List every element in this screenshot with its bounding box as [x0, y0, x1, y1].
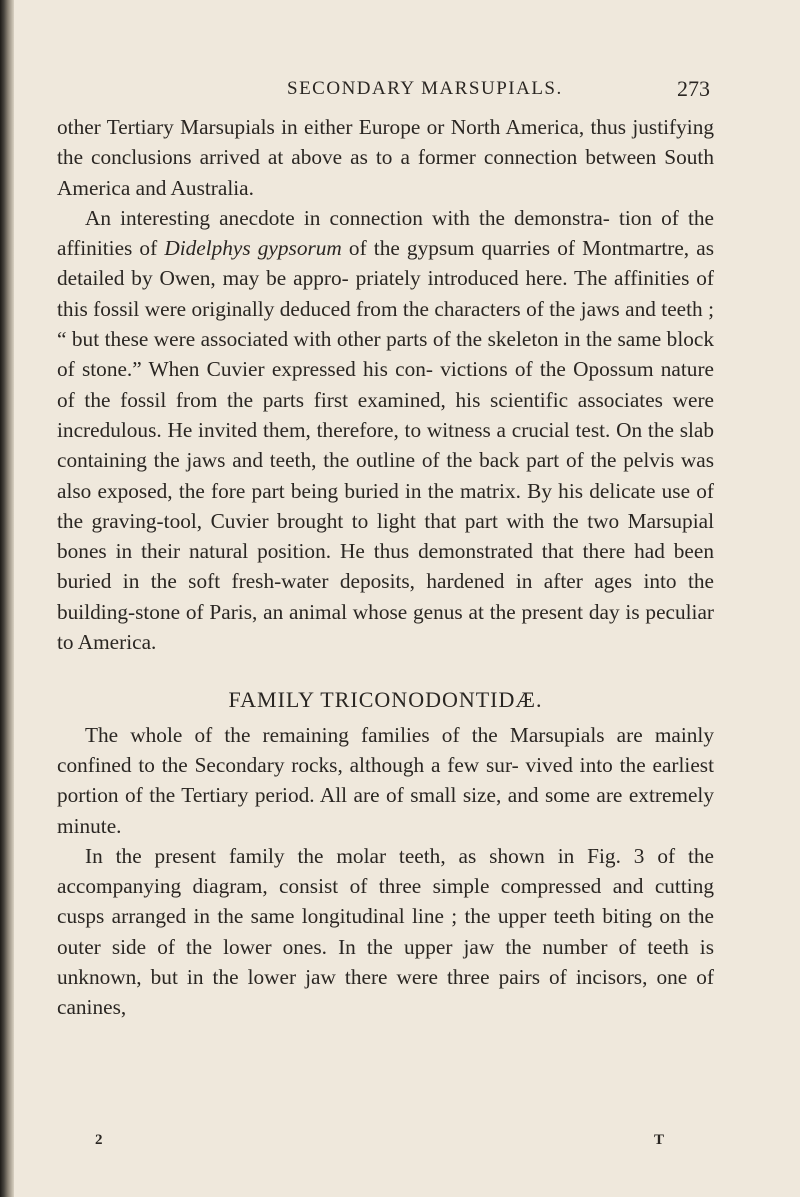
signature-mark: 2: [95, 1132, 103, 1148]
body-text: [57, 112, 714, 1023]
paragraph-molar-teeth: In the present family the molar teeth, as shown in Fig. 3 of the accompanying diagram, consist of three simple compressed and cutting cusps arranged in the same longitudinal line ; the upper teeth biting on the outer side of the lower ones. In the upper jaw the number of teeth is unknown, but in the lower jaw there were three pairs of incisors, one of canines,: [57, 843, 714, 1020]
running-head: SECONDARY MARSUPIALS.: [287, 78, 563, 99]
page-footer: [0, 1132, 800, 1158]
book-spine-shadow: [0, 0, 14, 1197]
signature-letter: T: [654, 1132, 665, 1148]
species-name: Didelphys gypsorum: [164, 236, 342, 261]
paragraph-continuation: other Tertiary Marsupials in either Europe or North America, thus justifying the conclusions arrived at above as to a former connection between South America and Australia.: [57, 115, 714, 200]
page-number: 273: [677, 76, 710, 101]
page-header: [0, 76, 800, 106]
anecdote-rest: of the gypsum quarries of Montmartre, as detailed by Owen, may be appro- priately introduced here. The affinities of this fossil were originally deduced from the characters of the jaws and teeth ; “ but these were associated with other parts of the skeleton in the same block of stone.” When Cuvier expressed his con- victions of the Opossum nature of the fossil from the parts first examined, his scientific associates were incredulous. He invited them, therefore, to witness a crucial test. On the slab containing the jaws and teeth, the outline of the back part of the pelvis was also exposed, the fore part being buried in the matrix. By his delicate use of the graving-tool, Cuvier brought to light that part with the two Marsupial bones in their natural position. He thus demonstrated that there had been buried in the soft fresh-water deposits, hardened in after ages into the building-stone of Paris, an animal whose genus at the present day is peculiar to America.: [57, 236, 714, 655]
paragraph-family-intro: The whole of the remaining families of the Marsupials are mainly confined to the Secondary rocks, although a few sur- vived into the earliest portion of the Tertiary period. All are of small size, and some are extremely minute.: [57, 722, 714, 838]
paragraph-anecdote: [57, 203, 714, 657]
section-heading: FAMILY TRICONODONTIDÆ.: [228, 687, 543, 713]
anecdote-lead: An interesting anecdote in connection with the demonstra- tion of the affinities of: [57, 205, 714, 261]
